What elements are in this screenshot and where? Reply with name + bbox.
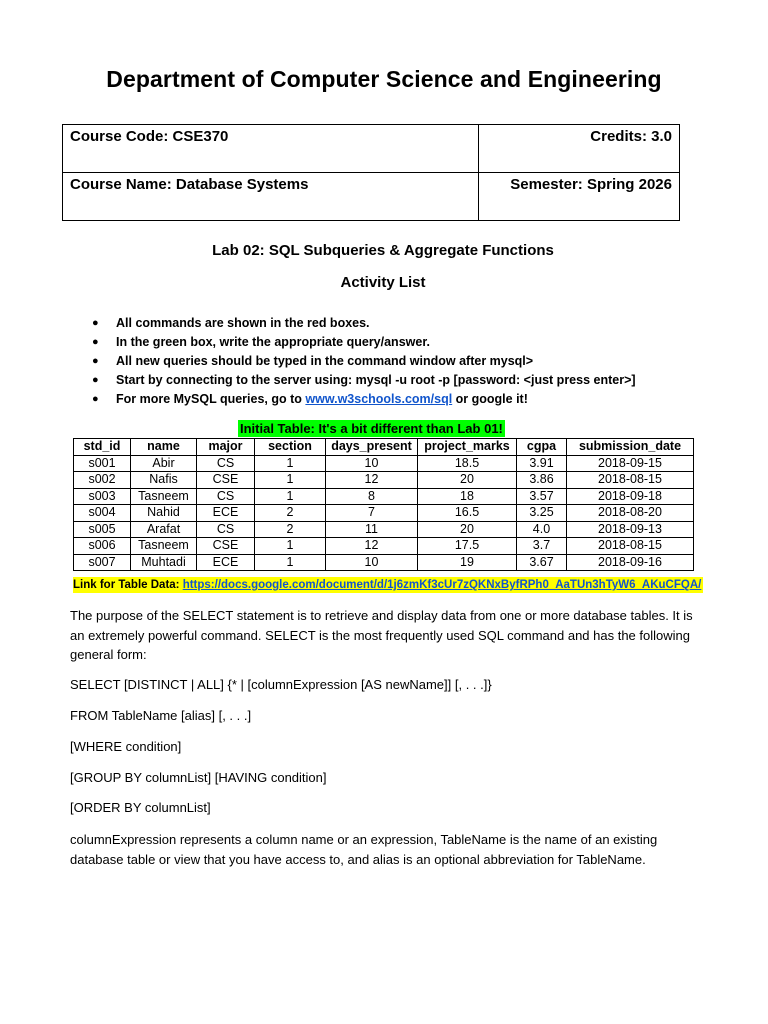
table-cell-std-id: s002	[74, 472, 131, 489]
list-item-text: or google it!	[452, 392, 528, 406]
column-header-major: major	[197, 439, 255, 456]
table-cell-section: 2	[255, 521, 326, 538]
table-cell-name: Arafat	[131, 521, 197, 538]
table-cell-submission-date: 2018-08-15	[567, 472, 694, 489]
table-body	[74, 455, 694, 571]
table-row	[74, 554, 694, 571]
list-item	[86, 390, 636, 409]
table-cell-std-id: s003	[74, 488, 131, 505]
initial-table-banner: Initial Table: It's a bit different than Lab 01!	[240, 421, 503, 436]
column-header-std-id: std_id	[74, 439, 131, 456]
column-header-section: section	[255, 439, 326, 456]
table-cell-cgpa: 3.25	[517, 505, 567, 522]
course-name: Course Name: Database Systems	[63, 173, 479, 221]
column-header-cgpa: cgpa	[517, 439, 567, 456]
table-cell-days-present: 10	[326, 455, 418, 472]
table-cell-name: Abir	[131, 455, 197, 472]
table-cell-submission-date: 2018-08-15	[567, 538, 694, 555]
table-cell-cgpa: 3.91	[517, 455, 567, 472]
syntax-line: [WHERE condition]	[70, 739, 182, 754]
column-header-submission-date: submission_date	[567, 439, 694, 456]
table-cell-major: ECE	[197, 554, 255, 571]
semester: Semester: Spring 2026	[479, 173, 680, 221]
table-cell-project-marks: 16.5	[418, 505, 517, 522]
table-cell-submission-date: 2018-09-13	[567, 521, 694, 538]
course-info-row	[63, 125, 680, 173]
credits: Credits: 3.0	[479, 125, 680, 173]
table-cell-section: 1	[255, 554, 326, 571]
table-cell-submission-date: 2018-09-16	[567, 554, 694, 571]
w3schools-link[interactable]: www.w3schools.com/sql	[305, 392, 453, 406]
table-row	[74, 472, 694, 489]
table-cell-section: 2	[255, 505, 326, 522]
syntax-line: SELECT [DISTINCT | ALL] {* | [columnExpression [AS newName]] [, . . .]}	[70, 677, 492, 692]
table-cell-section: 1	[255, 455, 326, 472]
explanation-paragraph: columnExpression represents a column name or an expression, TableName is the name of an existing database table or view that you have access to, and alias is an optional abbreviation for TableName.	[70, 832, 658, 867]
table-cell-std-id: s007	[74, 554, 131, 571]
link-label: Link for Table Data:	[73, 579, 183, 591]
table-cell-submission-date: 2018-09-15	[567, 455, 694, 472]
list-item	[86, 314, 636, 333]
list-item	[86, 333, 636, 352]
table-cell-project-marks: 18	[418, 488, 517, 505]
table-cell-submission-date: 2018-09-18	[567, 488, 694, 505]
table-cell-cgpa: 3.7	[517, 538, 567, 555]
table-cell-days-present: 10	[326, 554, 418, 571]
table-cell-days-present: 11	[326, 521, 418, 538]
course-code: Course Code: CSE370	[63, 125, 479, 173]
table-cell-name: Tasneem	[131, 538, 197, 555]
table-cell-cgpa: 4.0	[517, 521, 567, 538]
list-item-text: Start by connecting to the server using: mysql -u root -p [password: <just press enter>]	[116, 373, 636, 387]
table-cell-major: CSE	[197, 538, 255, 555]
table-data-link-line	[73, 577, 703, 593]
table-data-link[interactable]: https://docs.google.com/document/d/1j6zmKf3cUr7zQKNxByfRPh0_AaTUn3hTyW6_AKuCFQA/	[182, 579, 702, 591]
table-header-row	[74, 439, 694, 456]
table-cell-project-marks: 20	[418, 472, 517, 489]
table-cell-project-marks: 19	[418, 554, 517, 571]
column-header-name: name	[131, 439, 197, 456]
list-item	[86, 371, 636, 390]
select-intro-paragraph: The purpose of the SELECT statement is to retrieve and display data from one or more database tables. It is an extremely powerful command. SELECT is the most frequently used SQL command and has the following general form:	[70, 608, 693, 662]
course-info-table	[62, 124, 680, 221]
table-cell-project-marks: 17.5	[418, 538, 517, 555]
table-row	[74, 538, 694, 555]
table-cell-section: 1	[255, 488, 326, 505]
list-item-text: In the green box, write the appropriate query/answer.	[116, 335, 430, 349]
syntax-line: [GROUP BY columnList] [HAVING condition]	[70, 770, 327, 785]
instruction-list	[86, 314, 636, 409]
list-item-text: For more MySQL queries, go to	[116, 392, 306, 406]
list-item	[86, 352, 636, 371]
table-row	[74, 455, 694, 472]
table-row	[74, 505, 694, 522]
student-data-table	[73, 438, 694, 571]
department-title: Department of Computer Science and Engineering	[106, 66, 662, 92]
table-row	[74, 521, 694, 538]
table-cell-name: Tasneem	[131, 488, 197, 505]
bullet-icon: ●	[92, 374, 99, 386]
column-header-days-present: days_present	[326, 439, 418, 456]
table-cell-major: ECE	[197, 505, 255, 522]
table-cell-std-id: s001	[74, 455, 131, 472]
bullet-icon: ●	[92, 393, 99, 405]
column-header-project-marks: project_marks	[418, 439, 517, 456]
activity-list-title: Activity List	[340, 274, 426, 291]
table-cell-days-present: 12	[326, 538, 418, 555]
table-cell-major: CS	[197, 521, 255, 538]
table-cell-std-id: s005	[74, 521, 131, 538]
bullet-icon: ●	[92, 336, 99, 348]
syntax-line: [ORDER BY columnList]	[70, 800, 211, 815]
table-cell-days-present: 8	[326, 488, 418, 505]
table-cell-major: CS	[197, 488, 255, 505]
list-item-text: All new queries should be typed in the command window after mysql>	[116, 354, 534, 368]
syntax-line: FROM TableName [alias] [, . . .]	[70, 708, 252, 723]
table-cell-name: Muhtadi	[131, 554, 197, 571]
table-cell-std-id: s006	[74, 538, 131, 555]
bullet-icon: ●	[92, 317, 99, 329]
table-cell-cgpa: 3.57	[517, 488, 567, 505]
bullet-icon: ●	[92, 355, 99, 367]
course-info-row	[63, 173, 680, 221]
table-cell-section: 1	[255, 538, 326, 555]
table-cell-cgpa: 3.86	[517, 472, 567, 489]
table-cell-project-marks: 20	[418, 521, 517, 538]
table-cell-major: CS	[197, 455, 255, 472]
table-cell-name: Nahid	[131, 505, 197, 522]
table-cell-major: CSE	[197, 472, 255, 489]
table-cell-submission-date: 2018-08-20	[567, 505, 694, 522]
table-cell-section: 1	[255, 472, 326, 489]
list-item-text: All commands are shown in the red boxes.	[116, 316, 370, 330]
table-row	[74, 488, 694, 505]
table-cell-std-id: s004	[74, 505, 131, 522]
table-cell-cgpa: 3.67	[517, 554, 567, 571]
table-cell-days-present: 7	[326, 505, 418, 522]
lab-title: Lab 02: SQL Subqueries & Aggregate Functions	[212, 242, 554, 259]
table-cell-days-present: 12	[326, 472, 418, 489]
table-cell-name: Nafis	[131, 472, 197, 489]
table-cell-project-marks: 18.5	[418, 455, 517, 472]
